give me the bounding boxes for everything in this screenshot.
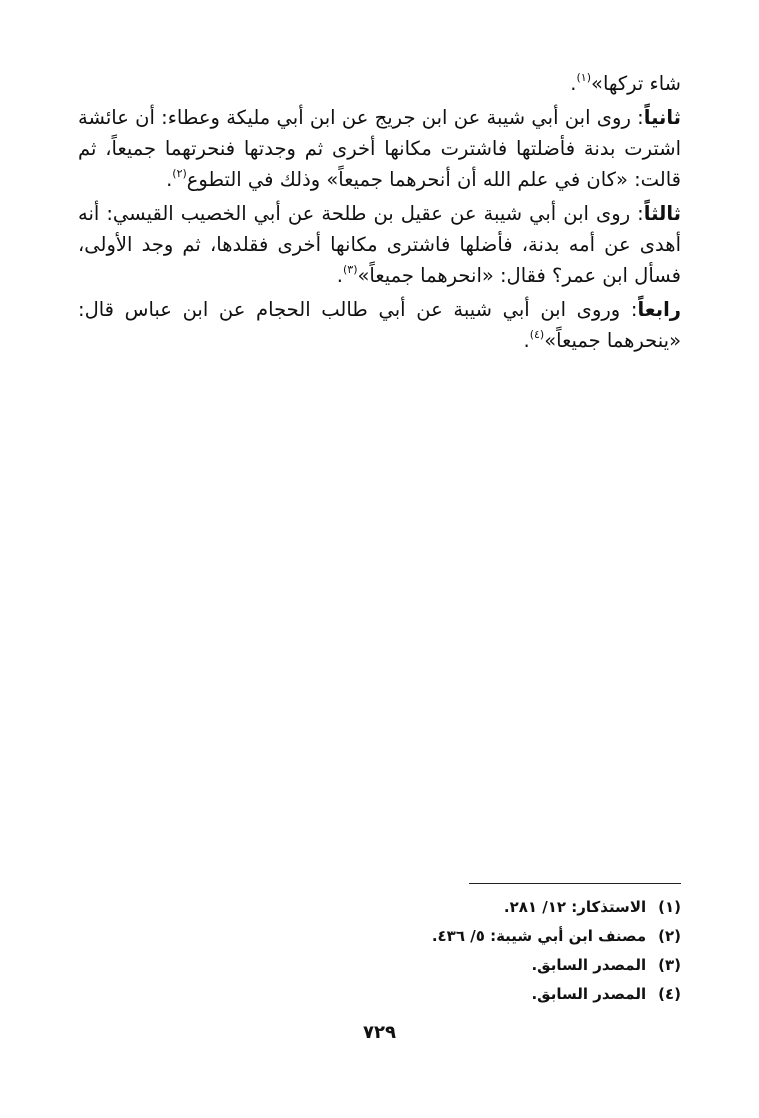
footnote-text: الاستذكار: ١٢/ ٢٨١. [503, 898, 647, 916]
paragraph-lead: ثانياً [643, 106, 681, 129]
footnote-ref: (٣) [342, 263, 358, 276]
footnote-item [261, 922, 681, 951]
paragraph-lead: ثالثاً [643, 202, 681, 225]
paragraph-text: : وروى ابن أبي شيبة عن أبي طالب الحجام عن ابن عباس قال: «ينحرهما جميعاً» [78, 298, 681, 352]
footnote-item [261, 980, 681, 1009]
main-text [78, 68, 681, 359]
footnote-text: المصدر السابق. [531, 956, 647, 974]
paragraph-second [78, 102, 681, 195]
paragraph-end: . [166, 168, 173, 191]
footnote-text: مصنف ابن أبي شيبة: ٥/ ٤٣٦. [431, 927, 647, 945]
paragraph-third [78, 198, 681, 291]
footnote-number: (١) [658, 898, 681, 916]
footnote-divider [469, 883, 681, 884]
paragraph-text: شاء تركها» [591, 72, 681, 95]
footnote-ref: (٢) [172, 167, 187, 180]
paragraph-continuation [78, 68, 681, 99]
paragraph-text: : روى ابن أبي شيبة عن ابن جريج عن ابن أبي مليكة وعطاء: أن عائشة اشترت بدنة فأضلتها فاشترت مكانها أخرى ثم وجدتها فنحرتهما جميعاً، ثم قالت: «كان في علم الله أن أنحرهما جميعاً» وذلك في التطوع [78, 106, 681, 191]
footnote-ref: (٤) [529, 328, 545, 341]
footnote-number: (٣) [658, 956, 681, 974]
footnote-text: المصدر السابق. [531, 985, 647, 1003]
paragraph-end: . [570, 72, 577, 95]
paragraph-fourth [78, 294, 681, 356]
footnote-number: (٤) [658, 985, 681, 1003]
paragraph-end: . [523, 329, 530, 352]
footnote-ref: (١) [576, 71, 592, 84]
paragraph-lead: رابعاً [637, 298, 681, 321]
footnotes [261, 893, 681, 1009]
footnote-number: (٢) [658, 927, 681, 945]
paragraph-text: : روى ابن أبي شيبة عن عقيل بن طلحة عن أبي الخصيب القيسي: أنه أهدى عن أمه بدنة، فأضلها فاشترى مكانها أخرى فقلدها، ثم وجد الأولى، فسأل ابن عمر؟ فقال: «انحرهما جميعاً» [78, 202, 681, 287]
footnote-item [261, 893, 681, 922]
page-number: ٧٢٩ [363, 1022, 396, 1043]
footnote-item [261, 951, 681, 980]
paragraph-end: . [336, 264, 343, 287]
